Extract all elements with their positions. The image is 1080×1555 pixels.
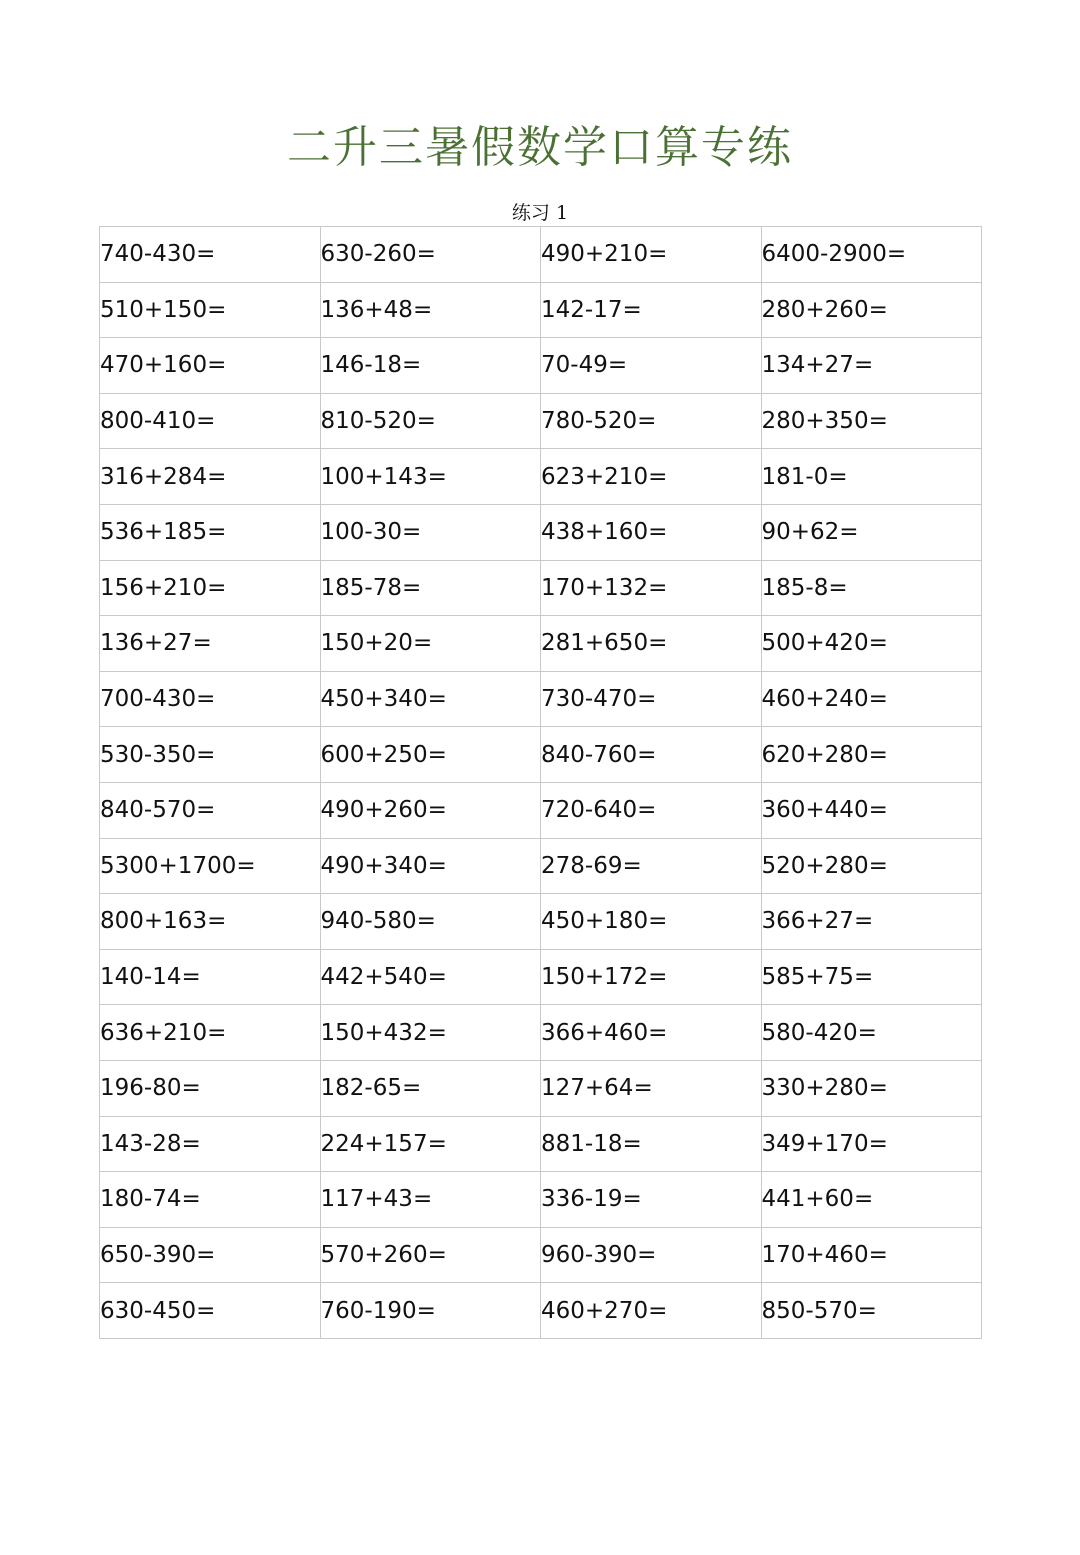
problem-cell: 360+440=	[761, 782, 982, 838]
problem-cell: 150+172=	[541, 949, 762, 1005]
problem-cell: 281+650=	[541, 616, 762, 672]
table-row	[100, 616, 982, 672]
problem-cell: 580-420=	[761, 1005, 982, 1061]
problem-cell: 280+260=	[761, 282, 982, 338]
problem-cell: 6400-2900=	[761, 227, 982, 283]
problem-cell: 117+43=	[320, 1172, 541, 1228]
problem-cell: 180-74=	[100, 1172, 321, 1228]
problem-cell: 316+284=	[100, 449, 321, 505]
problem-cell: 150+20=	[320, 616, 541, 672]
problem-cell: 441+60=	[761, 1172, 982, 1228]
problem-cell: 470+160=	[100, 338, 321, 394]
problem-cell: 5300+1700=	[100, 838, 321, 894]
problem-cell: 800-410=	[100, 393, 321, 449]
table-row	[100, 1227, 982, 1283]
problem-cell: 780-520=	[541, 393, 762, 449]
problem-cell: 280+350=	[761, 393, 982, 449]
problem-cell: 185-8=	[761, 560, 982, 616]
problem-cell: 490+260=	[320, 782, 541, 838]
problem-cell: 940-580=	[320, 894, 541, 950]
table-row	[100, 949, 982, 1005]
problem-cell: 500+420=	[761, 616, 982, 672]
problem-cell: 520+280=	[761, 838, 982, 894]
problem-cell: 278-69=	[541, 838, 762, 894]
problem-cell: 536+185=	[100, 504, 321, 560]
table-row	[100, 1116, 982, 1172]
problem-cell: 840-570=	[100, 782, 321, 838]
problem-cell: 196-80=	[100, 1060, 321, 1116]
problem-cell: 620+280=	[761, 727, 982, 783]
table-row	[100, 282, 982, 338]
problem-cell: 442+540=	[320, 949, 541, 1005]
problem-cell: 336-19=	[541, 1172, 762, 1228]
problem-cell: 650-390=	[100, 1227, 321, 1283]
problem-cell: 70-49=	[541, 338, 762, 394]
table-row	[100, 671, 982, 727]
problem-cell: 850-570=	[761, 1283, 982, 1339]
problem-cell: 510+150=	[100, 282, 321, 338]
problem-cell: 623+210=	[541, 449, 762, 505]
table-row	[100, 227, 982, 283]
problem-cell: 170+460=	[761, 1227, 982, 1283]
problem-cell: 740-430=	[100, 227, 321, 283]
problem-cell: 960-390=	[541, 1227, 762, 1283]
problem-cell: 136+27=	[100, 616, 321, 672]
problem-cell: 140-14=	[100, 949, 321, 1005]
problem-cell: 330+280=	[761, 1060, 982, 1116]
problem-cell: 800+163=	[100, 894, 321, 950]
problem-cell: 636+210=	[100, 1005, 321, 1061]
table-row	[100, 1283, 982, 1339]
problem-cell: 146-18=	[320, 338, 541, 394]
problem-cell: 349+170=	[761, 1116, 982, 1172]
table-row	[100, 560, 982, 616]
problem-cell: 460+240=	[761, 671, 982, 727]
problem-cell: 490+340=	[320, 838, 541, 894]
problem-cell: 450+340=	[320, 671, 541, 727]
problem-cell: 570+260=	[320, 1227, 541, 1283]
table-row	[100, 782, 982, 838]
problem-cell: 170+132=	[541, 560, 762, 616]
problem-cell: 490+210=	[541, 227, 762, 283]
problem-cell: 150+432=	[320, 1005, 541, 1061]
problem-cell: 720-640=	[541, 782, 762, 838]
table-row	[100, 727, 982, 783]
problem-cell: 90+62=	[761, 504, 982, 560]
problem-cell: 224+157=	[320, 1116, 541, 1172]
problem-cell: 136+48=	[320, 282, 541, 338]
arithmetic-table	[99, 226, 982, 1339]
table-row	[100, 504, 982, 560]
problem-cell: 366+460=	[541, 1005, 762, 1061]
table-row	[100, 338, 982, 394]
problem-cell: 143-28=	[100, 1116, 321, 1172]
problem-cell: 156+210=	[100, 560, 321, 616]
problem-cell: 760-190=	[320, 1283, 541, 1339]
table-row	[100, 393, 982, 449]
problem-cell: 730-470=	[541, 671, 762, 727]
problem-cell: 134+27=	[761, 338, 982, 394]
problem-cell: 142-17=	[541, 282, 762, 338]
problem-cell: 630-260=	[320, 227, 541, 283]
problem-cell: 438+160=	[541, 504, 762, 560]
problem-cell: 810-520=	[320, 393, 541, 449]
problem-cell: 182-65=	[320, 1060, 541, 1116]
problem-cell: 460+270=	[541, 1283, 762, 1339]
problem-cell: 450+180=	[541, 894, 762, 950]
problem-cell: 585+75=	[761, 949, 982, 1005]
table-row	[100, 1172, 982, 1228]
table-row	[100, 449, 982, 505]
problem-cell: 630-450=	[100, 1283, 321, 1339]
table-row	[100, 894, 982, 950]
table-row	[100, 838, 982, 894]
problem-cell: 100-30=	[320, 504, 541, 560]
table-row	[100, 1005, 982, 1061]
problem-cell: 181-0=	[761, 449, 982, 505]
table-row	[100, 1060, 982, 1116]
problem-cell: 127+64=	[541, 1060, 762, 1116]
problem-cell: 100+143=	[320, 449, 541, 505]
problem-cell: 185-78=	[320, 560, 541, 616]
problem-cell: 366+27=	[761, 894, 982, 950]
problem-cell: 840-760=	[541, 727, 762, 783]
problem-cell: 700-430=	[100, 671, 321, 727]
problem-cell: 530-350=	[100, 727, 321, 783]
exercise-label: 练习 1	[511, 202, 569, 224]
page-title: 二升三暑假数学口算专练	[287, 122, 793, 173]
arithmetic-table-body	[100, 227, 982, 1339]
problem-cell: 881-18=	[541, 1116, 762, 1172]
problem-cell: 600+250=	[320, 727, 541, 783]
